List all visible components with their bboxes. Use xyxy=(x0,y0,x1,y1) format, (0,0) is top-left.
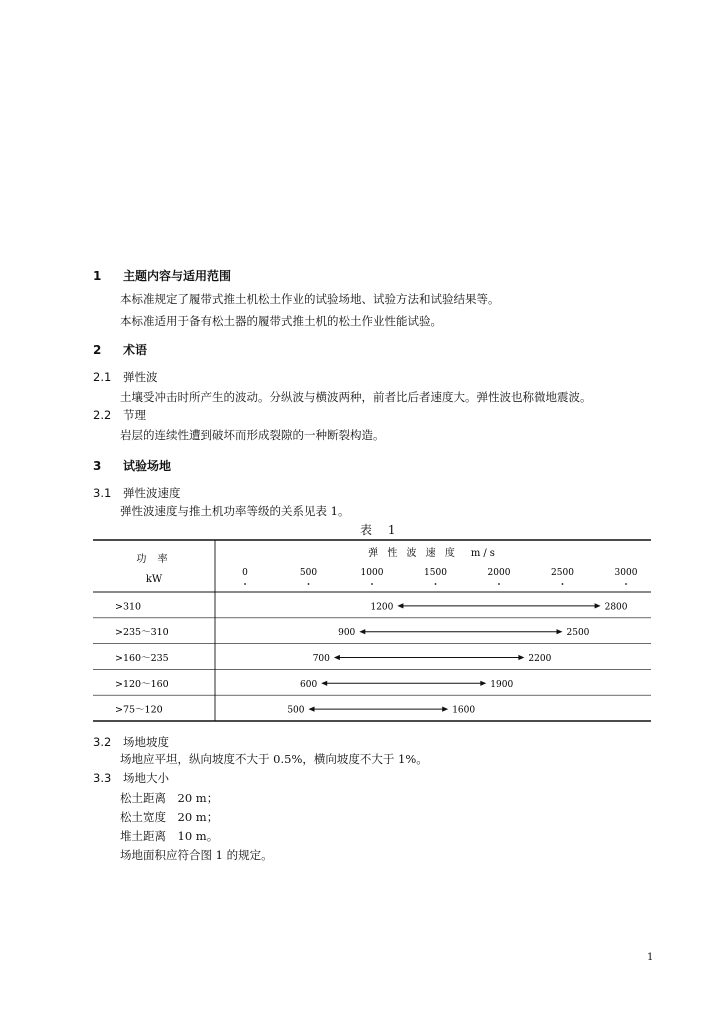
paragraph: 本标准规定了履带式推土机松土作业的试验场地、试验方法和试验结果等。 xyxy=(120,292,500,306)
scale-tick xyxy=(498,583,500,585)
scale-tick-label: 0 xyxy=(242,568,248,578)
row-range-arrow-left xyxy=(321,681,327,686)
page-number: 1 xyxy=(647,952,654,963)
row-power-label: >120～160 xyxy=(115,678,169,690)
row-range-max: 1600 xyxy=(452,705,476,716)
row-range-arrow-left xyxy=(334,655,340,660)
row-power-label: >235～310 xyxy=(115,627,169,639)
list-item: 松土宽度 20 m； xyxy=(120,810,219,824)
heading-3-2 xyxy=(93,734,169,750)
heading-title: 场地大小 xyxy=(123,771,169,785)
scale-tick-label: 2000 xyxy=(487,568,511,578)
row-range-max: 1900 xyxy=(490,679,514,690)
row-range-min: 600 xyxy=(300,679,318,690)
heading-2 xyxy=(93,341,147,358)
col1-header: 功 率 xyxy=(136,554,172,565)
heading-title: 术语 xyxy=(123,343,148,357)
table-1 xyxy=(93,539,651,722)
row-range-arrow-right xyxy=(595,603,601,608)
table-caption: 表 1 xyxy=(360,523,402,537)
scale-tick xyxy=(625,583,627,585)
row-range-arrow-left xyxy=(309,707,315,712)
row-range-arrow-right xyxy=(557,629,563,634)
heading-number: 2.1 xyxy=(93,370,112,384)
heading-title: 弹性波 xyxy=(123,370,158,384)
heading-3-1 xyxy=(93,485,181,501)
list-item: 松土距离 20 m； xyxy=(120,791,219,805)
row-range-min: 500 xyxy=(287,705,305,716)
scale-tick-label: 1000 xyxy=(360,568,384,578)
heading-number: 1 xyxy=(93,269,102,283)
heading-title: 场地坡度 xyxy=(123,735,169,749)
row-range-min: 1200 xyxy=(370,602,394,613)
row-power-label: >310 xyxy=(115,601,142,613)
heading-number: 3.1 xyxy=(93,486,112,500)
paragraph: 场地应平坦，纵向坡度不大于 0.5%，横向坡度不大于 1%。 xyxy=(120,752,428,766)
heading-title: 弹性波速度 xyxy=(123,486,181,500)
row-range-arrow-left xyxy=(397,603,403,608)
scale-tick xyxy=(371,583,373,585)
paragraph: 本标准适用于备有松土器的履带式推土机的松土作业性能试验。 xyxy=(120,314,442,328)
scale-tick xyxy=(562,583,564,585)
row-power-label: >75～120 xyxy=(115,704,163,716)
row-range-min: 700 xyxy=(312,654,330,664)
row-range-arrow-right xyxy=(480,681,486,686)
scale-tick-label: 2500 xyxy=(551,568,574,578)
row-range-max: 2500 xyxy=(566,628,590,639)
col2-header: 弹 性 波 速 度 m/s xyxy=(368,548,498,559)
heading-number: 3 xyxy=(93,459,102,473)
row-range-arrow-right xyxy=(518,655,524,660)
heading-3 xyxy=(93,457,171,474)
row-range-min: 900 xyxy=(338,628,356,639)
heading-1 xyxy=(93,267,231,284)
paragraph: 场地面积应符合图 1 的规定。 xyxy=(120,848,273,862)
scale-tick-label: 500 xyxy=(299,568,318,578)
heading-title: 试验场地 xyxy=(123,459,172,473)
scale-tick xyxy=(435,583,437,585)
paragraph: 土壤受冲击时所产生的波动。分纵波与横波两种，前者比后者速度大。弹性波也称微地震波。 xyxy=(120,390,592,404)
heading-title: 主题内容与适用范围 xyxy=(123,269,232,283)
heading-number: 2 xyxy=(93,343,102,357)
row-range-arrow-left xyxy=(359,629,365,634)
row-range-max: 2200 xyxy=(528,654,552,664)
heading-number: 2.2 xyxy=(93,408,112,422)
scale-tick xyxy=(244,583,246,585)
heading-2-2 xyxy=(93,407,146,423)
row-range-max: 2800 xyxy=(604,602,628,613)
row-power-label: >160～235 xyxy=(115,653,169,664)
scale-tick xyxy=(308,583,310,585)
heading-title: 节理 xyxy=(123,408,146,422)
row-range-arrow-right xyxy=(442,707,448,712)
heading-2-1 xyxy=(93,369,158,385)
scale-tick-label: 3000 xyxy=(614,568,638,578)
scale-tick-label: 1500 xyxy=(424,568,447,578)
heading-number: 3.3 xyxy=(93,771,112,785)
paragraph: 岩层的连续性遭到破坏而形成裂隙的一种断裂构造。 xyxy=(120,428,385,442)
col1-unit: kW xyxy=(145,574,163,585)
list-item: 堆土距离 10 m。 xyxy=(120,829,219,843)
paragraph: 弹性波速度与推土机功率等级的关系见表 1。 xyxy=(120,504,350,518)
heading-3-3 xyxy=(93,770,169,786)
heading-number: 3.2 xyxy=(93,735,112,749)
